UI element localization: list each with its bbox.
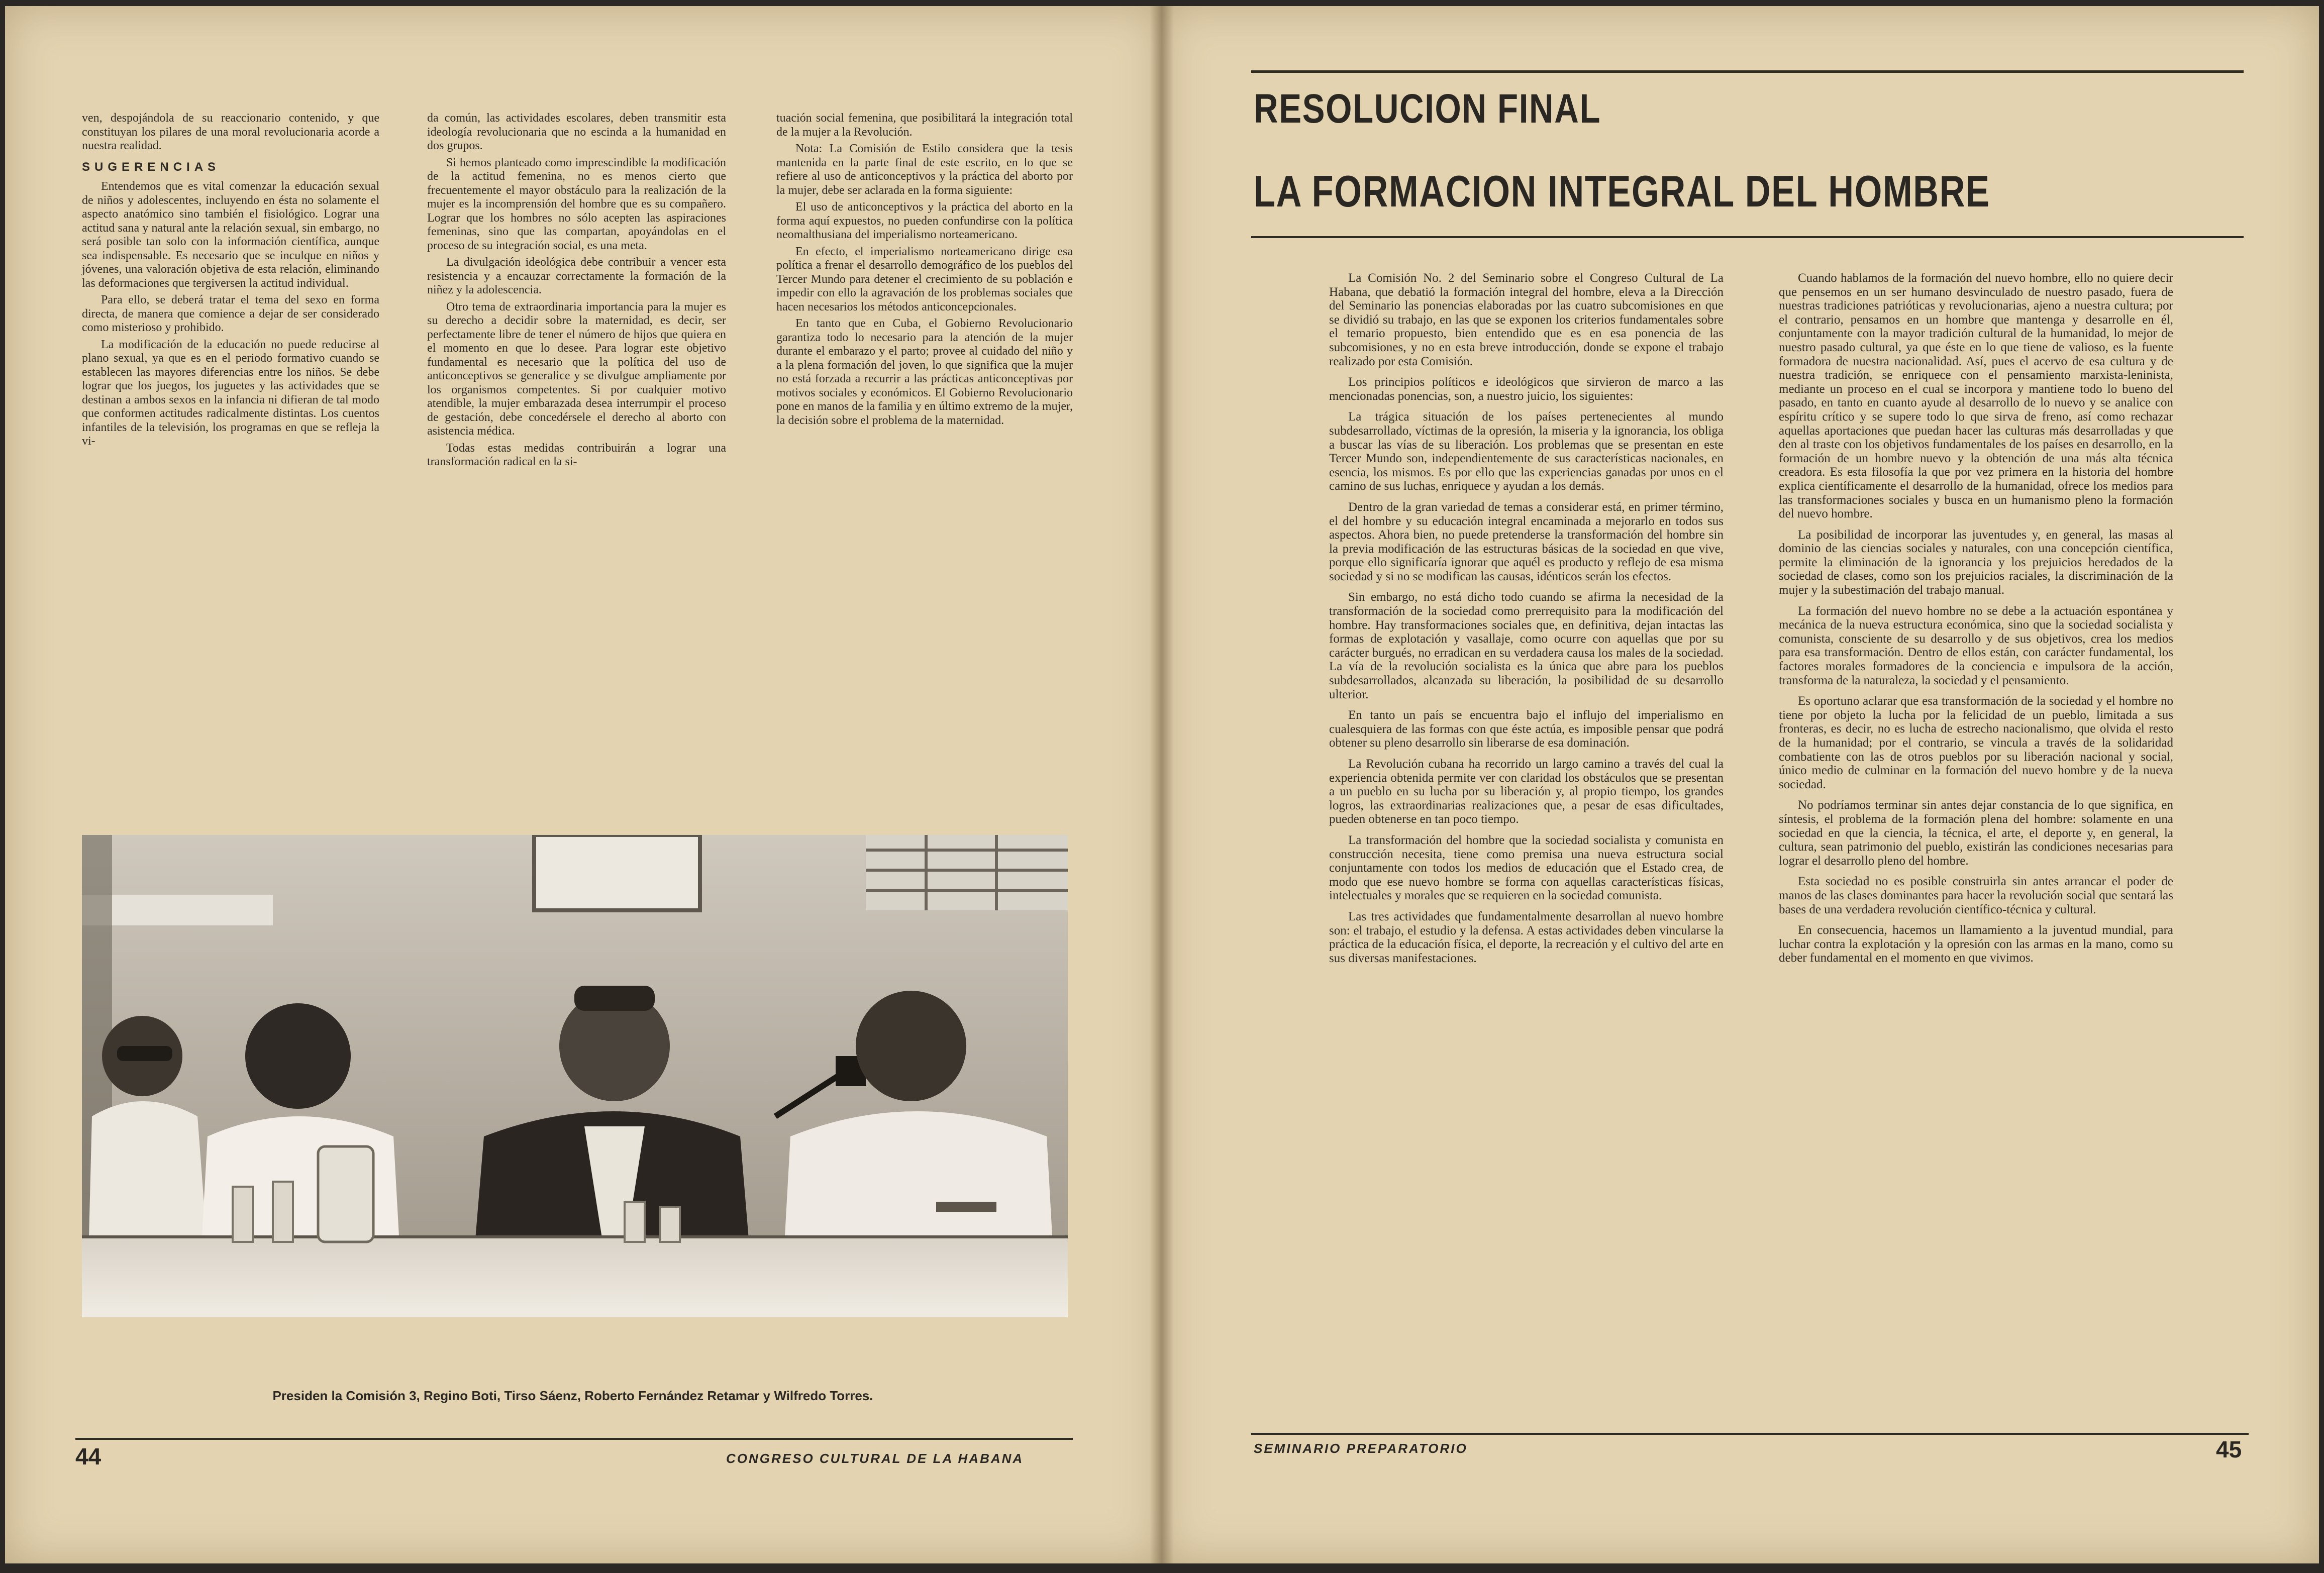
left-footer-rule bbox=[75, 1438, 1073, 1440]
page-gutter bbox=[1150, 6, 1174, 1563]
paragraph: La trágica situación de los países pertenecientes al mundo subdesarrollado, víctimas de la opresión, la miseria y la ignorancia, los obliga a buscar las vías de su liberación. Los problemas que se presentan en este Tercer Mundo son, independientemente de sus características nacionales, en esencia, los mismos. Es por ello que las experiencias ganadas por unos en el camino de sus luchas, enriquece y ayudan a los demás. bbox=[1329, 410, 1724, 493]
paragraph: La divulgación ideológica debe contribuir a vencer esta resistencia y a encauzar correctamente la formación de la niñez y la adolescencia. bbox=[427, 256, 726, 296]
subheading: SUGERENCIAS bbox=[82, 160, 221, 174]
paragraph: Sin embargo, no está dicho todo cuando se afirma la necesidad de la transformación de la sociedad como prerrequisito para la modificación del hombre. Hay transformaciones sociales que, en definitiva, dejan intactas las formas de explotación y vasallaje, como ocurre con aquellas que por su carácter burgués, no erradican en su verdadera causa los males de la sociedad. La vía de la revolución socialista es la única que abre para los pueblos subdesarrollados, alcanzada su liberación, la posibilidad de su desarrollo ulterior. bbox=[1329, 590, 1724, 701]
photo-illustration bbox=[82, 835, 1068, 1317]
paragraph: En tanto que en Cuba, el Gobierno Revolucionario garantiza todo lo necesario para la atención de la mujer durante el embarazo y el parto; provee al cuidado del niño y a la plena formación del joven, lo que significa que la mujer no está forzada a recurrir a las prácticas anticonceptivas por motivos sociales y económicos. El Gobierno Revolucionario pone en manos de la familia y en último extremo de la mujer, la decisión sobre el problema de la maternidad. bbox=[776, 317, 1073, 427]
paragraph: El uso de anticonceptivos y la práctica del aborto en la forma aquí expuestos, no pueden confundirse con la política neomalthusiana del imperialismo norteamericano. bbox=[776, 200, 1073, 241]
paragraph: Esta sociedad no es posible construirla sin antes arrancar el poder de manos de las clases dominantes para hacer la revolución social que sentará las bases de una verdadera revolución científico-técnica y cultural. bbox=[1779, 875, 2173, 916]
title-formacion-integral: LA FORMACION INTEGRAL DEL HOMBRE bbox=[1254, 166, 1990, 216]
left-column-2 bbox=[427, 112, 726, 472]
paragraph: Otro tema de extraordinaria importancia para la mujer es su derecho a decidir sobre la maternidad, es decir, ser perfectamente libre de tener el número de hijos que quiera en el momento en que lo desee. Para lograr este objetivo fundamental es necesario que la política del uso de anticonceptivos se generalice y se divulgue ampliamente por los organismos competentes. Si por cualquier motivo atendible, la mujer embarazada desea interrumpir el proceso de gestación, debe concedérsele el derecho al aborto con asistencia médica. bbox=[427, 300, 726, 438]
title-rule bbox=[1251, 236, 2244, 238]
paragraph: La formación del nuevo hombre no se debe a la actuación espontánea y mecánica de la nueva estructura económica, sino que la sociedad socialista y comunista, consciente de su desarrollo y de sus objetivos, crea los medios para esa transformación. Dentro de ellos están, con carácter fundamental, los factores morales formadores de la conciencia e impulsora de la acción, transforma de la naturaleza, la sociedad y el pensamiento. bbox=[1779, 604, 2173, 687]
paragraph: ven, despojándola de su reaccionario contenido, y que constituyan los pilares de una moral revolucionaria acorde a nuestra realidad. bbox=[82, 112, 379, 152]
left-column-1 bbox=[82, 112, 379, 452]
paragraph: Es oportuno aclarar que esa transformación de la sociedad y el hombre no tiene por objeto la lucha por la felicidad de un pueblo, limitada a sus fronteras, es decir, no es lucha de estrecho nacionalismo, que olvida el resto de la humanidad; por el contrario, se vincula a través de la solidaridad combatiente con las de otros pueblos por su liberación nacional y social, único medio de culminar en la formación del nuevo hombre y de la nueva sociedad. bbox=[1779, 694, 2173, 791]
paragraph: Nota: La Comisión de Estilo considera que la tesis mantenida en la parte final de este escrito, en lo que se refiere al uso de anticonceptivos y la práctica del aborto por la mujer, debe ser aclarada en la forma siguiente: bbox=[776, 142, 1073, 197]
paragraph: da común, las actividades escolares, deben transmitir esta ideología revolucionaria que no escinda a la humanidad en dos grupos. bbox=[427, 112, 726, 152]
paragraph: La Revolución cubana ha recorrido un largo camino a través del cual la experiencia obtenida permite ver con claridad los obstáculos que se presentan a un pueblo en su lucha por su liberación y, al propio tiempo, los grandes logros, las extraordinarias realizaciones que, a pesar de esas dificultades, pueden obtenerse en tan poco tiempo. bbox=[1329, 757, 1724, 826]
paragraph: En efecto, el imperialismo norteamericano dirige esa política a frenar el desarrollo demográfico de los pueblos del Tercer Mundo para detener el crecimiento de su población e impedir con ello la agravación de los problemas sociales que hacen necesarios los métodos anticoncepcionales. bbox=[776, 245, 1073, 313]
paragraph: tuación social femenina, que posibilitará la integración total de la mujer a la Revolución. bbox=[776, 112, 1073, 139]
right-column-2 bbox=[1779, 271, 2173, 972]
paragraph: Cuando hablamos de la formación del nuevo hombre, ello no quiere decir que pensemos en un ser humano desvinculado de nuestro pasado, fuera de nuestras tradiciones patrióticas y revolucionarias, ajeno a nuestra cultura; por el contrario, pensamos en un hombre que mantenga y desarrolle en él, conjuntamente con la mayor tradición cultural de la humanidad, lo mejor de nuestro pasado cultural, ya que éste en lo que tiene de valioso, es la fuente formadora de nuestra nacionalidad. Así, pues el acervo de esa cultura y de nuestra tradición, se enriquece con el pensamiento marxista-leninista, mediante un proceso en el cual se incorpora y mantiene todo lo bueno del pasado, en tanto en cuanto ayude al desarrollo de lo nuevo y se analice con espíritu crítico y se supere todo lo que sirva de freno, así como rechazar aquellas aportaciones que puedan hacer las culturas más desarrolladas y que den al traste con los objetivos fundamentales de los países en desarrollo, en la formación de un hombre nuevo y la obtención de una más alta técnica creadora. Es esta filosofía la que por vez primera en la historia del hombre explica científicamente el desarrollo de la humanidad, ofrece los medios para las transformaciones sociales y busca en un humanismo pleno la formación del nuevo hombre. bbox=[1779, 271, 2173, 521]
left-running-head: CONGRESO CULTURAL DE LA HABANA bbox=[726, 1451, 1024, 1466]
paragraph: Los principios políticos e ideológicos que sirvieron de marco a las mencionadas ponencias, son, a nuestro juicio, los siguientes: bbox=[1329, 375, 1724, 403]
left-column-3 bbox=[776, 112, 1073, 431]
right-running-head: SEMINARIO PREPARATORIO bbox=[1254, 1441, 1468, 1456]
paragraph: Dentro de la gran variedad de temas a considerar está, en primer término, el del hombre y su educación integral encaminada a mejorarlo en todos sus aspectos. Ahora bien, no puede pretenderse la transformación del hombre sin la previa modificación de las estructuras básicas de la sociedad en que vive, porque ello significaría ignorar que aquél es producto y reflejo de esa misma sociedad y si no se modifican las causas, idénticos serán los efectos. bbox=[1329, 500, 1724, 583]
paragraph: En tanto un país se encuentra bajo el influjo del imperialismo en cualesquiera de las formas con que éste actúa, es imposible pensar que podrá obtener su pleno desarrollo sin liberarse de esa dominación. bbox=[1329, 708, 1724, 750]
paragraph: La posibilidad de incorporar las juventudes y, en general, las masas al dominio de las ciencias sociales y naturales, con una concepción científica, permite la eliminación de la ignorancia y los prejuicios heredados de la sociedad de clases, como son los prejuicios raciales, la discriminación de la mujer y la subestimación del trabajo manual. bbox=[1779, 528, 2173, 597]
title-resolucion-final: RESOLUCION FINAL bbox=[1254, 86, 1601, 132]
right-page-number: 45 bbox=[2216, 1436, 2242, 1462]
right-column-1 bbox=[1329, 271, 1724, 972]
paragraph: La modificación de la educación no puede reducirse al plano sexual, ya que es en el periodo formativo cuando se establecen las mayores diferencias entre los niños. Se debe lograr que los juegos, los juguetes y las actividades que se destinan a ambos sexos en la infancia ni difieran de tal modo que conformen actitudes radicalmente distintas. Los cuentos infantiles de la televisión, los programas en que se refleja la vi- bbox=[82, 338, 379, 448]
paragraph: Entendemos que es vital comenzar la educación sexual de niños y adolescentes, incluyendo en ésta no solamente el aspecto anatómico sino también el fisiológico. Lograr una actitud sana y natural ante la relación sexual, sin embargo, no será posible tan solo con la información científica, aunque sea indispensable. Es necesario que se inculque en niños y jóvenes, una valoración objetiva de esta relación, eliminando las deformaciones que tergiversen la actitud individual. bbox=[82, 180, 379, 290]
paragraph: La Comisión No. 2 del Seminario sobre el Congreso Cultural de La Habana, que debatió la formación integral del hombre, eleva a la Dirección del Seminario las ponencias elaboradas por las cuatro subcomisiones en que se dividió su trabajo, en las que se exponen los criterios fundamentales sobre el temario propuesto, bien entendido que es en esa ponencia de las subcomisiones, y no en esta breve introducción, donde se expone el trabajo realizado por esta Comisión. bbox=[1329, 271, 1724, 368]
right-footer-rule bbox=[1251, 1433, 2249, 1435]
paragraph: Si hemos planteado como imprescindible la modificación de la actitud femenina, no es menos cierto que frecuentemente el mayor obstáculo para la realización de la mujer es la incomprensión del hombre que es su compañero. Lograr que los hombres no sólo acepten las aspiraciones femeninas, sino que las compartan, apoyándolas en el proceso de su integración social, es una meta. bbox=[427, 156, 726, 252]
paragraph: La transformación del hombre que la sociedad socialista y comunista en construcción necesita, tiene como premisa una nueva estructura social conjuntamente con todos los medios de educación que el Estado crea, de modo que ese nuevo hombre se forma con aquellas características físicas, intelectuales y morales que se requieren en la sociedad comunista. bbox=[1329, 833, 1724, 903]
left-page-number: 44 bbox=[75, 1443, 102, 1470]
photo-caption: Presiden la Comisión 3, Regino Boti, Tirso Sáenz, Roberto Fernández Retamar y Wilfredo Torres. bbox=[272, 1388, 873, 1403]
paragraph: No podríamos terminar sin antes dejar constancia de lo que significa, en síntesis, el problema de la formación plena del hombre: solamente en una sociedad en que la ciencia, la técnica, el arte, el deporte y, en general, la cultura, sean patrimonio del pueblo, existirán las condiciones necesarias para lograr el desarrollo pleno del hombre. bbox=[1779, 798, 2173, 868]
top-rule bbox=[1251, 70, 2244, 73]
commission-photo bbox=[82, 835, 1068, 1317]
paragraph: Todas estas medidas contribuirán a lograr una transformación radical en la si- bbox=[427, 441, 726, 468]
paragraph: En consecuencia, hacemos un llamamiento a la juventud mundial, para luchar contra la explotación y la opresión con las armas en la mano, como su deber fundamental en el momento en que vivimos. bbox=[1779, 923, 2173, 965]
paragraph: Las tres actividades que fundamentalmente desarrollan al nuevo hombre son: el trabajo, el estudio y la defensa. A estas actividades deben vincularse la práctica de la educación física, el deporte, la recreación y el cultivo del arte en sus diversas manifestaciones. bbox=[1329, 909, 1724, 965]
paragraph: Para ello, se deberá tratar el tema del sexo en forma directa, de manera que comience a dejar de ser considerado como misterioso y prohibido. bbox=[82, 293, 379, 334]
